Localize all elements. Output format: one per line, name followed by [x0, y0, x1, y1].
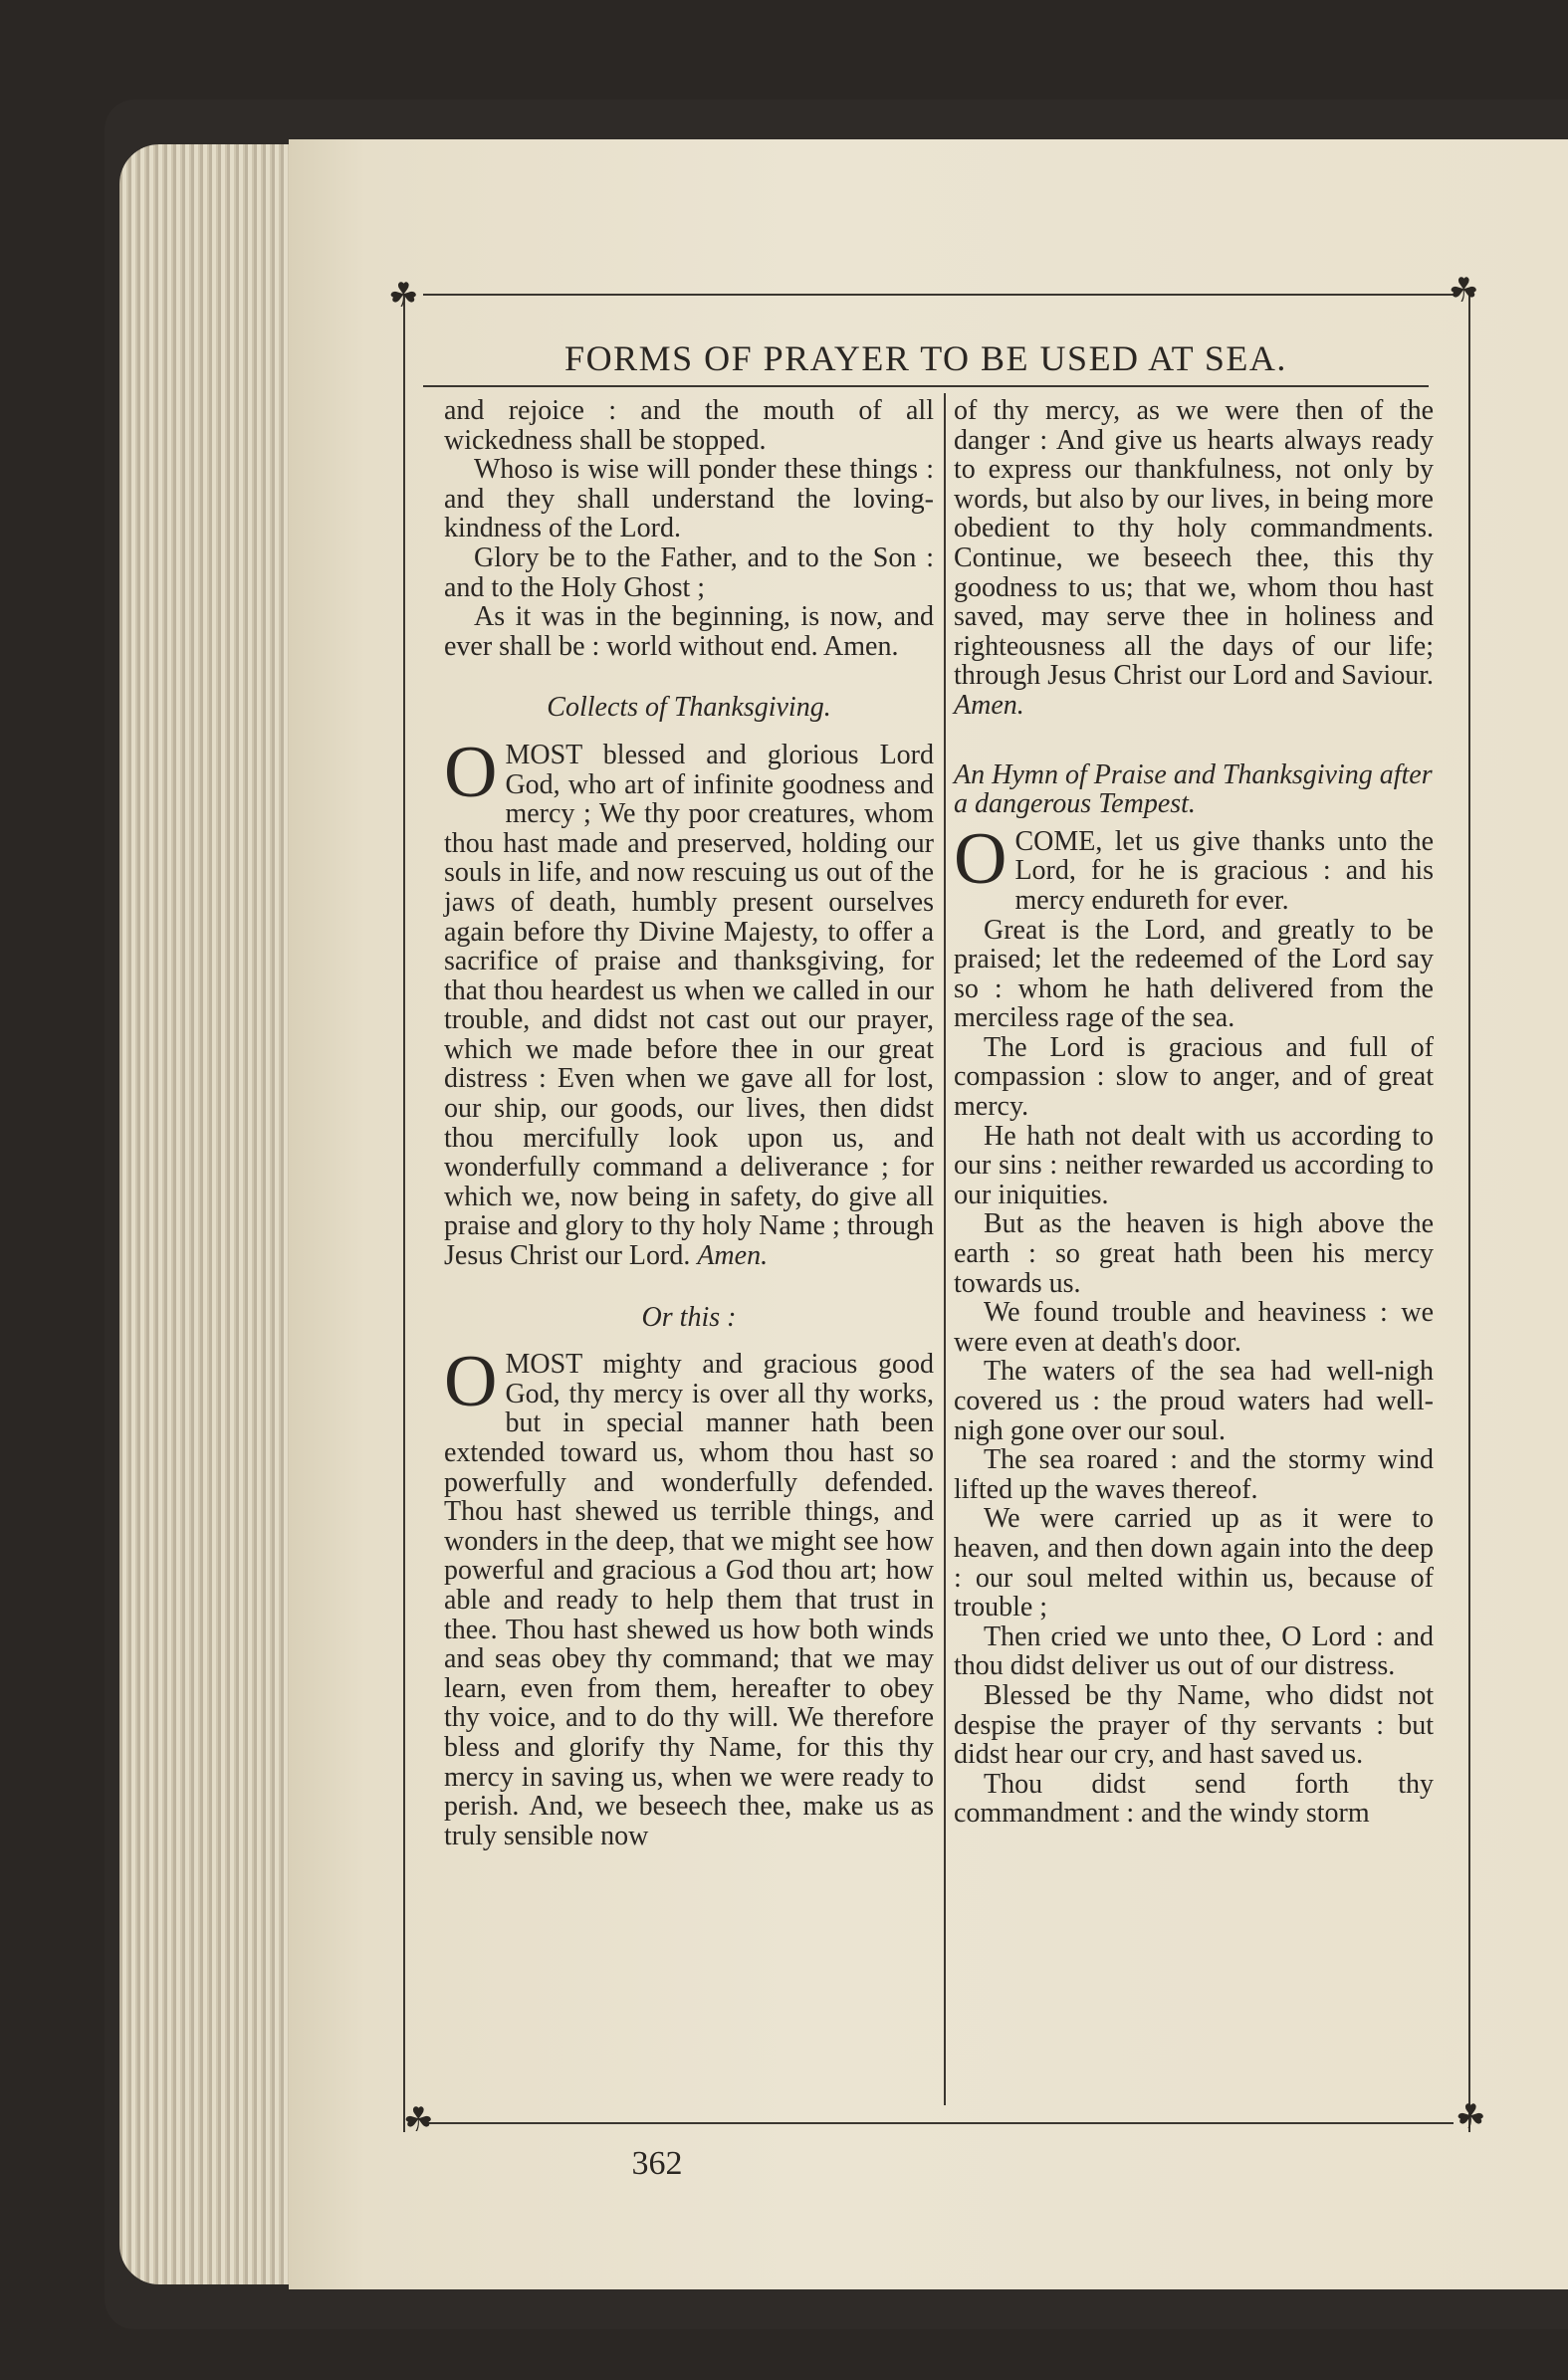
paragraph: [954, 396, 1434, 721]
hymn-verse: We found trouble and heaviness : we were even at death's door.: [954, 1297, 1434, 1358]
collect-paragraph: [444, 731, 934, 1272]
hymn-verse: He hath not dealt with us according to our sins : neither rewarded us according to our iniquities.: [954, 1120, 1434, 1210]
section-heading: An Hymn of Praise and Thanksgiving after a dangerous Tempest.: [954, 758, 1433, 820]
hymn-verse: Blessed be thy Name, who didst not despise the prayer of thy servants : but didst hear our cry, and hast saved us.: [954, 1679, 1434, 1771]
amen-text: Amen.: [954, 689, 1024, 721]
corner-ornament-icon: ☘: [403, 2100, 434, 2140]
hymn-verse: Then cried we unto thee, O Lord : and thou didst deliver us out of our distress.: [954, 1621, 1434, 1682]
hymn-verse: Great is the Lord, and greatly to be praised; let the redeemed of the Lord say so : whom he hath delivered from the merciless rage of the sea.: [954, 914, 1434, 1034]
hymn-verse: The waters of the sea had well-nigh covered us : the proud waters had well-nigh gone over our soul.: [954, 1356, 1434, 1446]
drop-cap: O: [444, 1341, 498, 1423]
page-number: 362: [631, 2145, 683, 2182]
paragraph: As it was in the beginning, is now, and ever shall be : world without end. Amen.: [444, 601, 934, 662]
hymn-verse: But as the heaven is high above the earth : so great hath been his mercy towards us.: [954, 1208, 1434, 1299]
section-heading: Collects of Thanksgiving.: [547, 692, 831, 724]
drop-cap: O: [444, 731, 498, 813]
hymn-verse: We were carried up as it were to heaven, and then down again into the deep : our soul melted within us, because of trouble ;: [954, 1503, 1434, 1623]
hymn-text: COME, let us give thanks unto the Lord, for he is gracious : and his mercy endureth for ever.: [1014, 825, 1434, 916]
hymn-verse: The sea roared : and the stormy wind lifted up the waves thereof.: [954, 1444, 1434, 1505]
corner-ornament-icon: ☘: [388, 276, 419, 316]
paragraph: Glory be to the Father, and to the Son : and to the Holy Ghost ;: [444, 541, 934, 603]
collect-text: MOST blessed and glorious Lord God, who art of infinite goodness and mercy ; We thy poor creatures, whom thou hast made and preserved, holding our souls in life, and now rescuing us out of the jaws of death, humbly present ourselves again before thy Divine Majesty, to offer a sacrifice of praise and thanksgiving, for that thou heardest us when we called in our trouble, and didst not cast out our prayer, which we made before thee in our great distress : Even when we gave all for lost, our ship, our goods, our lives, then didst thou mercifully look upon us, and wonderfully command a deliverance ; for which we, now being in safety, do give all praise and glory to thy holy Name ; through Jesus Christ our Lord.: [444, 739, 934, 1272]
section-heading: Or this :: [641, 1301, 737, 1333]
head-rule: [423, 385, 1429, 387]
amen-text: Amen.: [697, 1240, 769, 1272]
hymn-paragraph: [954, 817, 1434, 916]
frame-top-rule: [423, 294, 1454, 296]
right-column: [954, 396, 1434, 1829]
frame-bottom-rule: [423, 2122, 1454, 2124]
paragraph: and rejoice : and the mouth of all wickedness shall be stopped.: [444, 395, 934, 456]
column-divider: [944, 393, 946, 2105]
collect-text: of thy mercy, as we were then of the danger : And give us hearts always ready to express our thankfulness, not only by words, but also by our lives, in being more obedient to thy holy commandments. Continue, we beseech thee, this thy goodness to us; that we, whom thou hast saved, may serve thee in holiness and righteousness all the days of our life; through Jesus Christ our Lord and Saviour.: [954, 395, 1434, 692]
paragraph: Whoso is wise will ponder these things : and they shall understand the loving-kindness of the Lord.: [444, 454, 934, 544]
corner-ornament-icon: ☘: [1449, 271, 1479, 311]
hymn-verse: Thou didst send forth thy commandment : and the windy storm: [954, 1768, 1434, 1830]
collect-text: MOST mighty and gracious good God, thy mercy is over all thy works, but in special manner hath been extended toward us, whom thou hast so powerfully and wonderfully defended. Thou hast shewed us terrible things, and wonders in the deep, that we might see how powerful and gracious a God thou art; how able and ready to help them that trust in thee. Thou hast shewed us how both winds and seas obey thy command; that we may learn, even from them, hereafter to obey thy voice, and to do thy will. We therefore bless and glorify thy Name, for this thy mercy in saving us, when we were ready to perish. And, we beseech thee, make us as truly sensible now: [444, 1349, 934, 1851]
corner-ornament-icon: ☘: [1456, 2097, 1486, 2137]
drop-cap: O: [954, 817, 1008, 900]
running-head: FORMS OF PRAYER TO BE USED AT SEA.: [564, 338, 1287, 378]
collect-paragraph: [444, 1341, 934, 1851]
hymn-verse: The Lord is gracious and full of compassion : slow to anger, and of great mercy.: [954, 1031, 1434, 1123]
left-column: [444, 396, 934, 1850]
